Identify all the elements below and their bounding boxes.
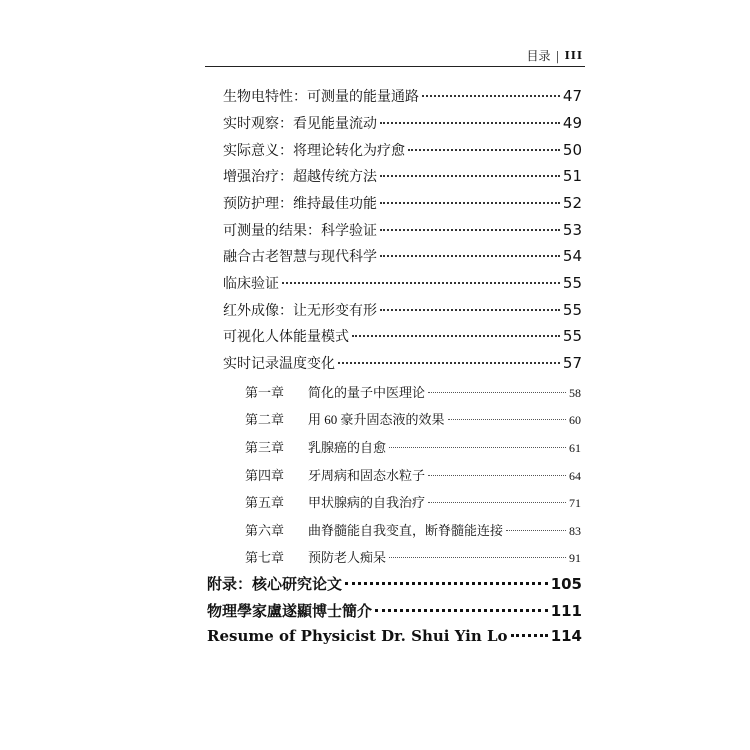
toc-entry xyxy=(223,246,582,268)
dot-leader xyxy=(338,362,560,364)
header-page-number: III xyxy=(564,49,583,62)
chapter-number: 第四章 xyxy=(245,468,285,483)
dot-leader xyxy=(345,582,548,585)
chapter-entry xyxy=(245,547,581,567)
toc-entry-title: 实际意义：将理论转化为疗愈 xyxy=(223,143,405,159)
toc-entry xyxy=(223,166,582,188)
dot-leader xyxy=(389,557,566,558)
toc-entry xyxy=(223,113,582,135)
dot-leader xyxy=(380,255,560,257)
dot-leader xyxy=(428,392,566,393)
chapter-number: 第五章 xyxy=(245,495,285,510)
toc-entry-page: 49 xyxy=(562,114,582,132)
header-section-title: 目录 xyxy=(526,49,551,63)
dot-leader xyxy=(375,609,548,612)
toc-entry-page: 55 xyxy=(562,327,582,345)
chapter-title: 乳腺癌的自愈 xyxy=(308,440,387,455)
chapter-title: 甲状腺病的自我治疗 xyxy=(308,495,426,510)
dot-leader xyxy=(352,335,560,337)
dot-leader xyxy=(380,122,560,124)
toc-entry xyxy=(223,300,582,322)
toc-entry xyxy=(223,326,582,348)
appendix-page: 111 xyxy=(550,602,582,620)
dot-leader xyxy=(511,634,548,637)
toc-entry xyxy=(223,140,582,162)
toc-entry-page: 55 xyxy=(562,274,582,292)
header-separator: | xyxy=(555,48,560,63)
dot-leader xyxy=(506,530,566,531)
toc-entry-title: 生物电特性：可测量的能量通路 xyxy=(223,89,419,105)
chapter-entry xyxy=(245,465,581,485)
chapter-entry xyxy=(245,520,581,540)
dot-leader xyxy=(422,95,560,97)
toc-entry xyxy=(223,193,582,215)
appendix-title: Resume of Physicist Dr. Shui Yin Lo xyxy=(207,627,508,645)
appendix-title: 物理學家盧遂顯博士簡介 xyxy=(207,604,373,620)
chapter-page: 61 xyxy=(569,441,581,455)
toc-entry-page: 54 xyxy=(562,247,582,265)
toc-entry-page: 50 xyxy=(562,141,582,159)
chapter-title: 用 60 豪升固态液的效果 xyxy=(308,412,445,427)
appendix-entry xyxy=(207,600,582,624)
chapter-title: 牙周病和固态水粒子 xyxy=(308,468,426,483)
chapter-number: 第七章 xyxy=(245,550,285,565)
appendix-title: 附录：核心研究论文 xyxy=(207,577,343,593)
toc-entry-page: 53 xyxy=(562,221,582,239)
toc-entry-title: 临床验证 xyxy=(223,276,279,292)
dot-leader xyxy=(428,475,566,476)
appendix-entry xyxy=(207,627,582,651)
appendix-entry xyxy=(207,573,582,597)
dot-leader xyxy=(380,175,560,177)
toc-entry-title: 红外成像：让无形变有形 xyxy=(223,303,377,319)
toc-entry-title: 实时记录温度变化 xyxy=(223,356,335,372)
chapter-number: 第二章 xyxy=(245,412,285,427)
chapter-entry xyxy=(245,492,581,512)
dot-leader xyxy=(380,229,560,231)
header-rule xyxy=(205,66,585,67)
dot-leader xyxy=(380,309,560,311)
appendix-page: 105 xyxy=(550,575,582,593)
dot-leader xyxy=(282,282,560,284)
chapter-number: 第六章 xyxy=(245,523,285,538)
chapter-page: 71 xyxy=(569,496,581,510)
toc-entry xyxy=(223,86,582,108)
running-header xyxy=(527,47,584,64)
toc-entry-title: 可视化人体能量模式 xyxy=(223,329,349,345)
chapter-page: 64 xyxy=(569,469,581,483)
chapter-number: 第三章 xyxy=(245,440,285,455)
toc-entry-title: 可测量的结果：科学验证 xyxy=(223,223,377,239)
chapter-page: 58 xyxy=(569,386,581,400)
dot-leader xyxy=(428,502,566,503)
toc-entry-page: 57 xyxy=(562,354,582,372)
chapter-number: 第一章 xyxy=(245,385,285,400)
toc-entry xyxy=(223,353,582,375)
toc-entry-title: 增强治疗：超越传统方法 xyxy=(223,169,377,185)
chapter-title: 曲脊髓能自我变直，断脊髓能连接 xyxy=(308,523,504,538)
chapter-entry xyxy=(245,437,581,457)
chapter-page: 60 xyxy=(569,413,581,427)
toc-entry-title: 实时观察：看见能量流动 xyxy=(223,116,377,132)
toc-entry xyxy=(223,273,582,295)
toc-entry-page: 51 xyxy=(562,167,582,185)
toc-entry-title: 融合古老智慧与现代科学 xyxy=(223,249,377,265)
toc-entry xyxy=(223,220,582,242)
dot-leader xyxy=(448,419,566,420)
chapter-page: 91 xyxy=(569,551,581,565)
chapter-page: 83 xyxy=(569,524,581,538)
toc-entry-page: 52 xyxy=(562,194,582,212)
dot-leader xyxy=(380,202,560,204)
chapter-title: 预防老人痴呆 xyxy=(308,550,387,565)
dot-leader xyxy=(408,149,560,151)
appendix-page: 114 xyxy=(550,627,582,645)
toc-entry-title: 预防护理：维持最佳功能 xyxy=(223,196,377,212)
dot-leader xyxy=(389,447,566,448)
chapter-entry xyxy=(245,382,581,402)
toc-entry-page: 55 xyxy=(562,301,582,319)
toc-entry-page: 47 xyxy=(562,87,582,105)
chapter-entry xyxy=(245,409,581,429)
chapter-title: 简化的量子中医理论 xyxy=(308,385,426,400)
